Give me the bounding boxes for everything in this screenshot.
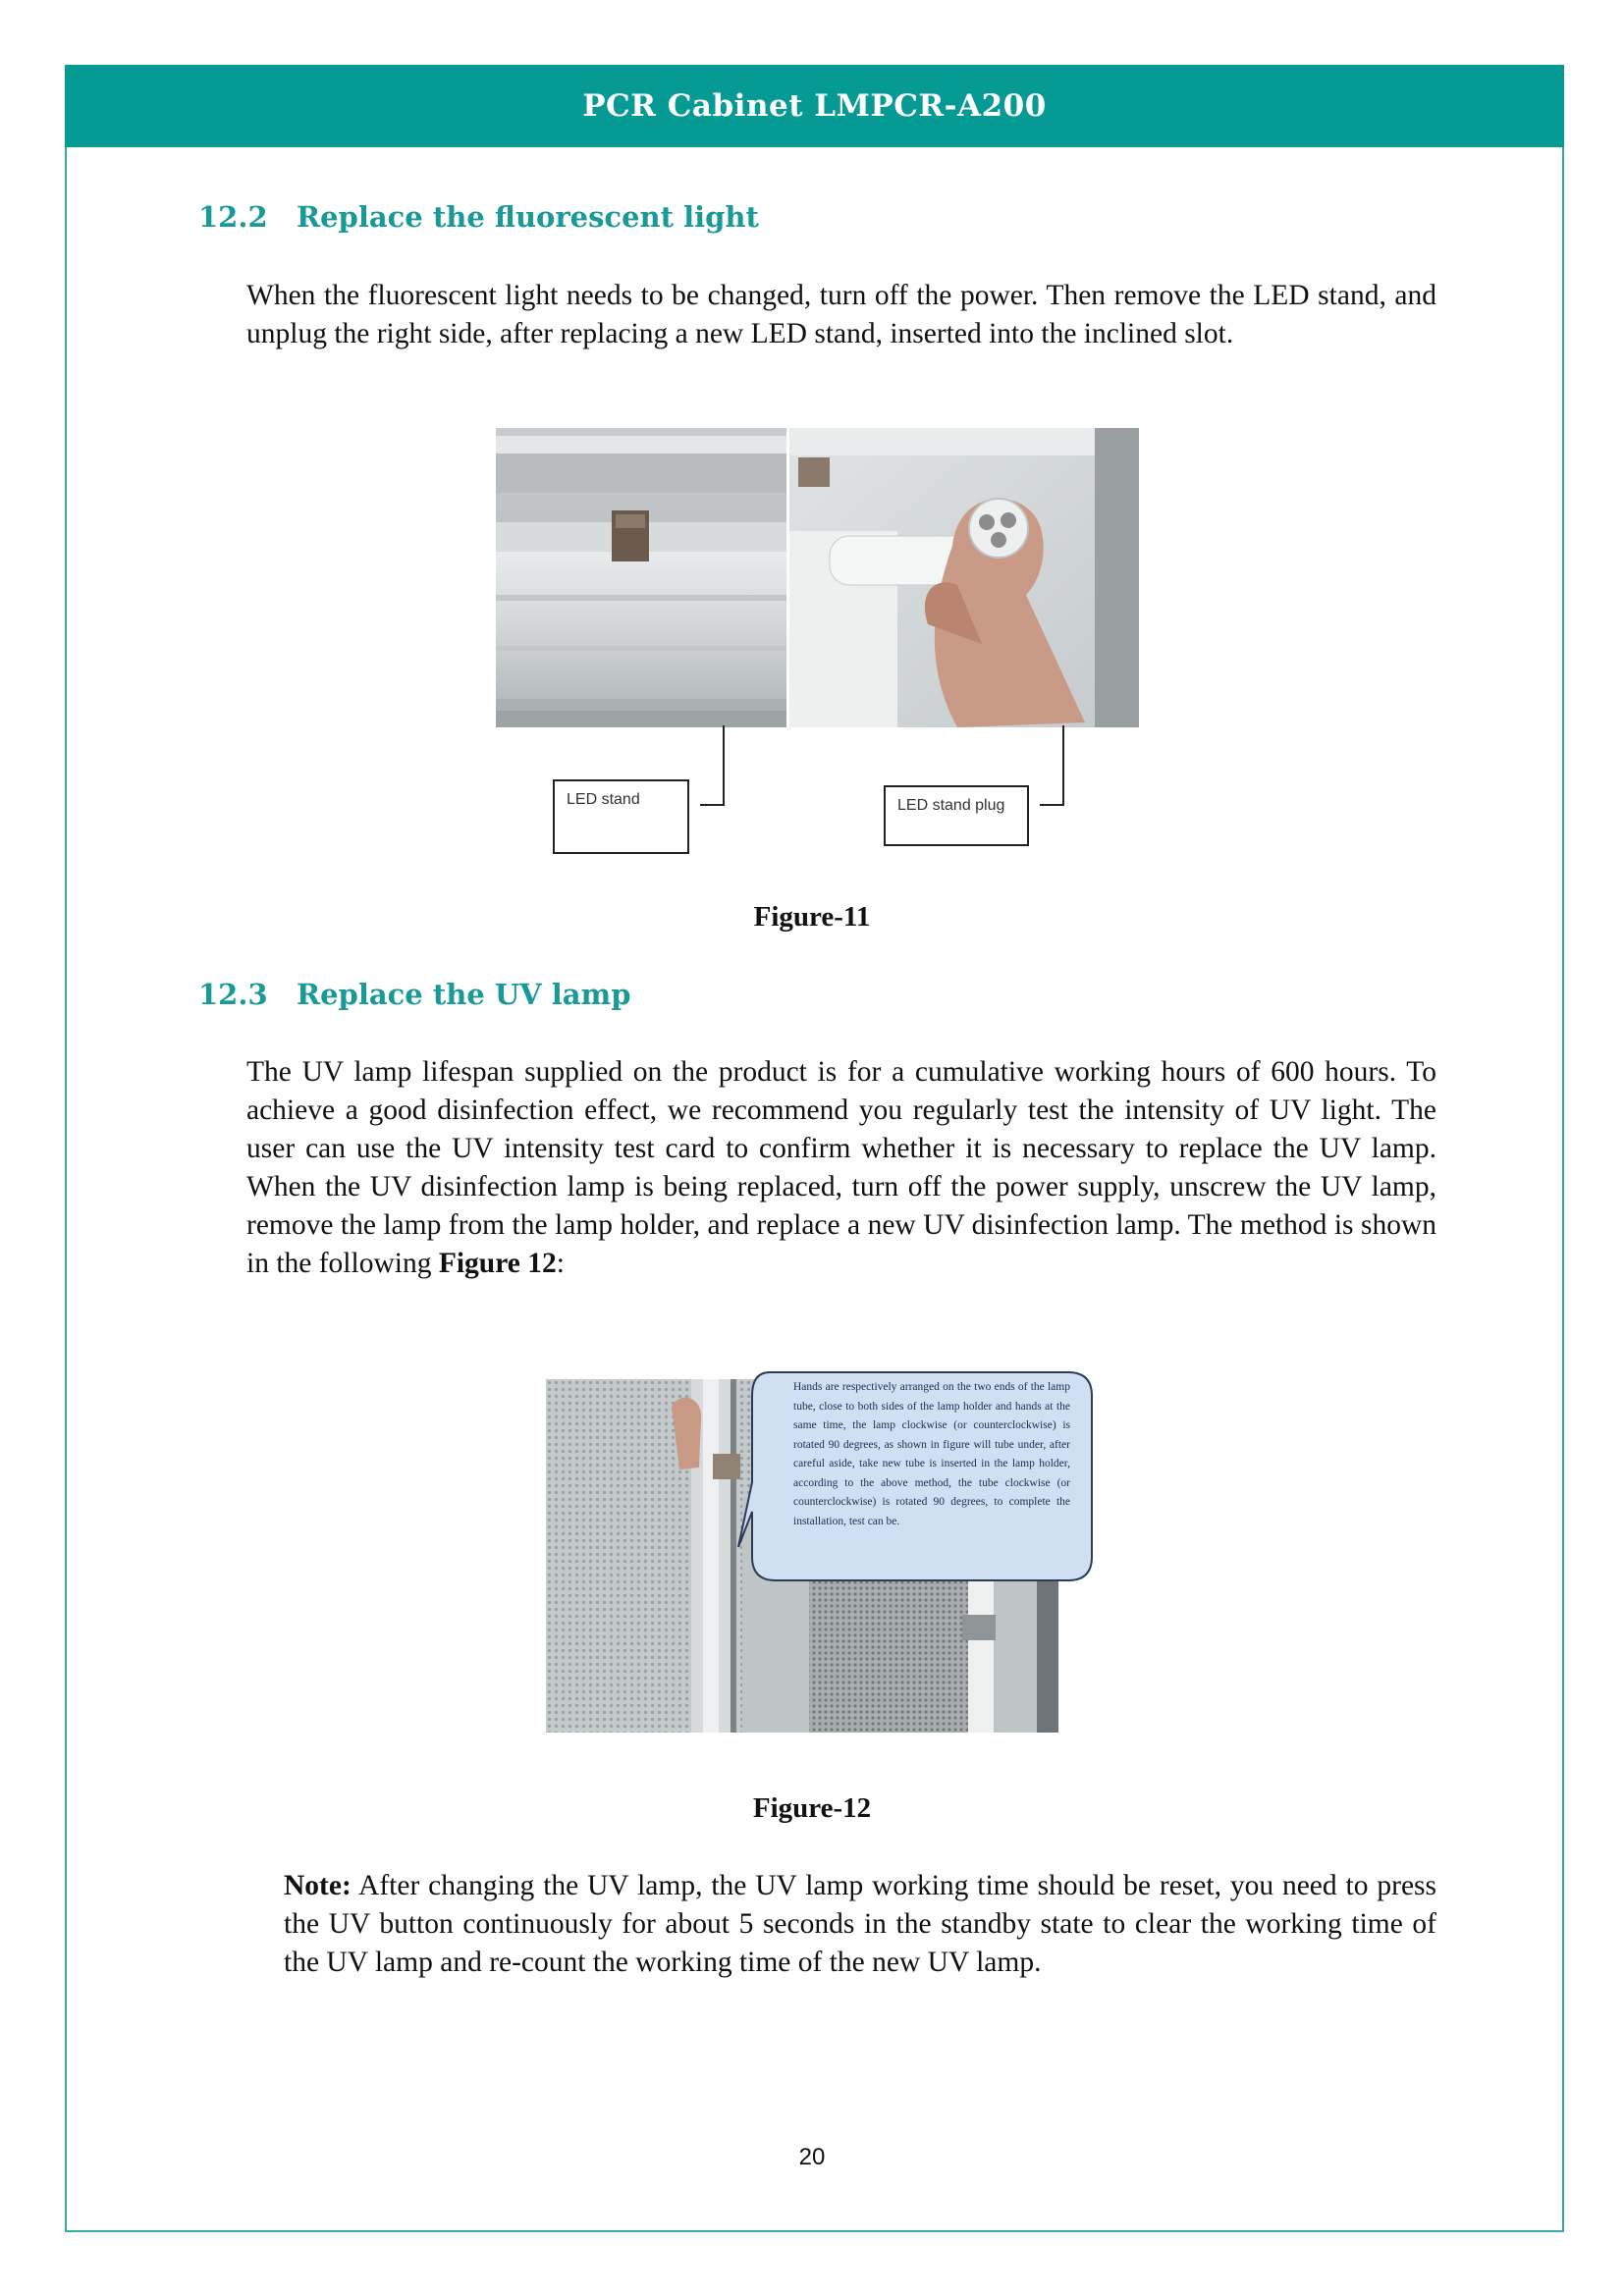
section-heading-12-2 bbox=[198, 200, 759, 234]
section-body-text: The UV lamp lifespan supplied on the product is for a cumulative working hours of 600 hours. To achieve a good disinfection effect, we recommend you regularly test the intensity of UV light. The user can use the UV intensity test card to confirm whether it is necessary to replace the UV lamp. When the UV disinfection lamp is being replaced, turn off the power supply, unscrew the UV lamp, remove the lamp from the lamp holder, and replace a new UV disinfection lamp. The method is shown in the following bbox=[246, 1056, 1436, 1279]
page-number: 20 bbox=[798, 2144, 826, 2170]
note-paragraph bbox=[284, 1867, 1436, 1982]
section-number: 12.2 bbox=[198, 200, 268, 234]
figure-reference: Figure 12 bbox=[438, 1248, 557, 1279]
figure-11-caption: Figure-11 bbox=[753, 901, 871, 933]
page-header bbox=[65, 65, 1564, 147]
note-label: Note: bbox=[284, 1870, 352, 1901]
header-title: PCR Cabinet LMPCR-A200 bbox=[582, 88, 1047, 124]
section-heading-12-3 bbox=[198, 978, 631, 1011]
section-number: 12.3 bbox=[198, 978, 268, 1011]
section-body bbox=[246, 1053, 1436, 1283]
figure-12-caption: Figure-12 bbox=[752, 1792, 872, 1824]
section-title: Replace the fluorescent light bbox=[297, 200, 759, 234]
section-body-end: : bbox=[556, 1248, 565, 1279]
note-text: After changing the UV lamp, the UV lamp working time should be reset, you need to press the UV button continuously for about 5 seconds in the standby state to clear the working time of the UV lamp and re-count the working time of the new UV lamp. bbox=[284, 1870, 1436, 1978]
section-title: Replace the UV lamp bbox=[297, 978, 631, 1011]
figure-11-label-led-stand: LED stand bbox=[553, 779, 689, 854]
section-body: When the fluorescent light needs to be changed, turn off the power. Then remove the LED stand, and unplug the right side, after replacing a new LED stand, inserted into the inclined slot. bbox=[246, 280, 1436, 349]
figure-11-label-led-stand-plug: LED stand plug bbox=[884, 785, 1029, 846]
speech-bubble-text: Hands are respectively arranged on the two ends of the lamp tube, close to both sides of the lamp holder and hands at the same time, the lamp clockwise (or counterclockwise) is rotated 90 degrees, as shown in figure will tube under, after careful aside, take new tube is inserted in the lamp holder, according to the above method, the tube clockwise (or counterclockwise) is rotated 90 degrees, to complete the installation, test can be. bbox=[793, 1381, 1070, 1527]
